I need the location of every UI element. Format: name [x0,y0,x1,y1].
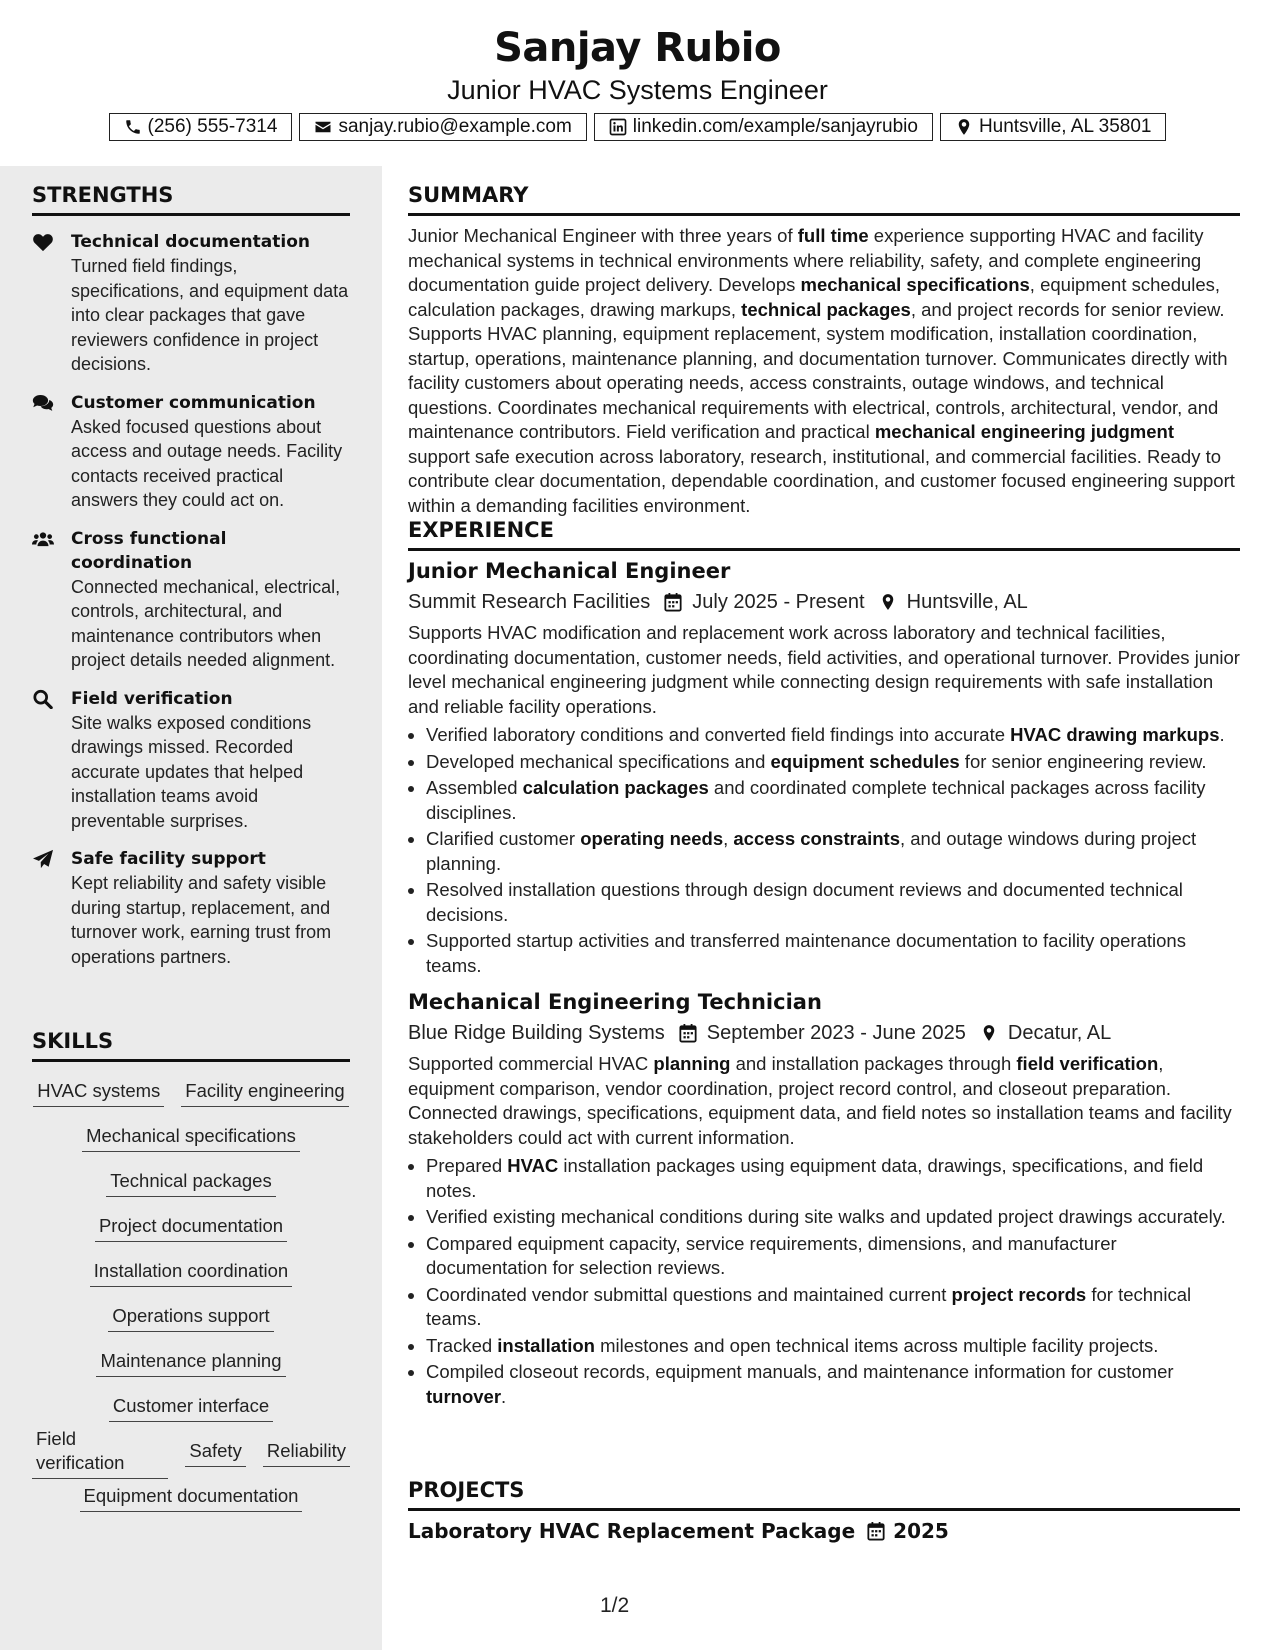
strength-title: Customer communication [71,392,316,413]
contact-location[interactable] [940,113,1167,141]
skill-tag: Operations support [108,1304,273,1332]
map-pin-icon [955,118,973,136]
strength-desc: Site walks exposed conditions drawings missed. Recorded accurate updates that helped installation teams avoid preventable surprises. [71,712,312,831]
strength-item [32,687,350,834]
contact-phone[interactable] [109,113,293,141]
job-bullet: • Compared equipment capacity, service requirements, dimensions, and manufacturer documentation for selection reviews. [426,1232,1240,1281]
skills-list [32,1070,350,1520]
projects-title: PROJECTS [408,1476,1240,1511]
candidate-role: Junior HVAC Systems Engineer [447,75,828,105]
strengths-title: STRENGTHS [32,181,350,216]
envelope-icon [314,118,332,136]
strength-desc: Kept reliability and safety visible during startup, replacement, and turnover work, earning trust from operations partners. [71,873,332,967]
strength-desc: Asked focused questions about access and outage needs. Facility contacts received practical answers they could act on. [71,416,343,510]
heart-icon [32,232,54,252]
skill-tag: Customer interface [109,1394,273,1422]
job-bullet: • Compiled closeout records, equipment manuals, and maintenance information for customer turnover. [426,1360,1240,1409]
job-bullet: • Supported startup activities and transferred maintenance documentation to facility operations teams. [426,929,1240,978]
strength-title: Field verification [71,688,233,709]
contact-email[interactable] [299,113,586,141]
job-bullet: • Tracked installation milestones and open technical items across multiple facility projects. [426,1334,1240,1359]
skill-row [32,1070,350,1115]
job-entry [408,988,1240,1409]
skill-row [32,1295,350,1340]
projects-section [408,1476,1240,1545]
experience-title: EXPERIENCE [408,516,1240,551]
project-name: Laboratory HVAC Replacement Package [408,1519,856,1543]
skill-tag: Equipment documentation [80,1484,303,1512]
linkedin-icon [609,118,627,136]
job-bullet: • Verified existing mechanical conditions during site walks and updated project drawings accurately. [426,1205,1240,1230]
summary-section [408,181,1240,518]
job-dates: September 2023 - June 2025 [706,1022,966,1044]
contact-phone-text: (256) 555-7314 [147,116,278,137]
contact-linkedin[interactable] [594,113,933,141]
skill-tag: Maintenance planning [96,1349,285,1377]
strength-item [32,527,350,673]
job-bullet: • Verified laboratory conditions and converted field findings into accurate HVAC drawing markups. [426,723,1240,748]
map-pin-icon [980,1023,998,1043]
users-icon [32,529,54,549]
map-pin-icon [879,592,897,612]
candidate-name: Sanjay Rubio [494,25,781,71]
job-meta [408,588,1240,616]
contact-email-text: sanjay.rubio@example.com [338,116,572,137]
strength-title: Technical documentation [71,232,310,252]
job-bullet: • Developed mechanical specifications and equipment schedules for senior engineering review. [426,750,1240,775]
job-entry [408,557,1240,978]
resume-header [0,0,1275,166]
job-location: Decatur, AL [1007,1022,1112,1044]
summary-text: Junior Mechanical Engineer with three years of full time experience supporting HVAC and facility mechanical systems in technical environments where reliability, safety, and complete engineering documentation guide project delivery. Develops mechanical specifications, equipment schedules, calculation packages, drawing markups, technical packages, and project records for senior review. Supports HVAC planning, equipment replacement, system modification, installation coordination, startup, operations, maintenance planning, and documentation turnover. Communicates directly with facility customers about operating needs, access constraints, outage windows, and technical questions. Coordinates mechanical requirements with electrical, controls, architectural, vendor, and maintenance contributors. Field verification and practical mechanical engineering judgment support safe execution across laboratory, research, institutional, and commercial facilities. Ready to contribute clear documentation, dependable coordination, and customer focused engineering support within a demanding facilities environment. [408,225,1235,516]
strength-title: Safe facility support [71,849,266,869]
skill-row [32,1475,350,1520]
job-company: Blue Ridge Building Systems [408,1022,665,1044]
skill-tag: Technical packages [106,1169,275,1197]
strength-item [32,230,350,377]
job-title: Junior Mechanical Engineer [408,559,731,583]
skills-title: SKILLS [32,1027,350,1062]
skill-row [32,1205,350,1250]
job-bullet: • Clarified customer operating needs, access constraints, and outage windows during project planning. [426,827,1240,876]
job-company: Summit Research Facilities [408,591,651,613]
paper-plane-icon [32,849,54,869]
phone-icon [124,118,142,136]
skill-row [32,1385,350,1430]
skill-tag: Mechanical specifications [82,1124,300,1152]
summary-title: SUMMARY [408,181,1240,216]
calendar-icon [679,1023,697,1043]
skill-row [32,1115,350,1160]
contact-location-text: Huntsville, AL 35801 [978,116,1152,137]
skill-tag: Field verification [32,1427,168,1479]
skills-section [32,1027,350,1520]
job-bullet: • Prepared HVAC installation packages using equipment data, drawings, specifications, and field notes. [426,1154,1240,1203]
strength-desc: Connected mechanical, electrical, controls, architectural, and maintenance contributors when project details needed alignment. [71,576,341,670]
strength-title: Cross functional coordination [71,528,227,573]
skill-tag: Project documentation [95,1214,287,1242]
chat-icon [32,393,54,413]
job-bullet: • Assembled calculation packages and coordinated complete technical packages across facility disciplines. [426,776,1240,825]
skill-row [32,1250,350,1295]
job-description: Supports HVAC modification and replacement work across laboratory and technical facilities, coordinating documentation, customer needs, field activities, and operational turnover. Provides junior level mechanical engineering judgment while connecting design requirements with safe installation and reliable facility operations. [408,622,1240,717]
strength-item [32,847,350,969]
project-year: 2025 [893,1519,949,1543]
job-description: Supported commercial HVAC planning and installation packages through field verification, equipment comparison, vendor coordination, project record control, and closeout preparation. Connected drawings, specifications, equipment data, and field notes so installation teams and facility stakeholders could act with current information. [408,1053,1232,1148]
skill-tag: Reliability [263,1439,350,1467]
job-location: Huntsville, AL [906,591,1028,613]
contact-bar [0,113,1275,141]
strength-desc: Turned field findings, specifications, and equipment data into clear packages that gave reviewers confidence in project decisions. [71,256,349,374]
skill-tag: Safety [185,1439,245,1467]
job-bullet: • Coordinated vendor submittal questions and maintained current project records for technical teams. [426,1283,1240,1332]
calendar-icon [664,592,682,612]
job-meta [408,1019,1240,1047]
search-icon [32,689,54,709]
sidebar [0,166,382,1650]
skill-row [32,1340,350,1385]
job-bullets [408,723,1240,978]
job-bullets [408,1154,1240,1409]
job-bullet: • Resolved installation questions through design document reviews and documented technical decisions. [426,878,1240,927]
skill-tag: Facility engineering [181,1079,348,1107]
skill-row [32,1427,350,1475]
contact-linkedin-text: linkedin.com/example/sanjayrubio [632,116,918,137]
skill-row [32,1160,350,1205]
skill-tag: Installation coordination [90,1259,292,1287]
experience-section [408,516,1240,1411]
calendar-icon [867,1521,885,1541]
job-dates: July 2025 - Present [692,591,865,613]
page-number: 1/2 [600,1594,630,1617]
job-title: Mechanical Engineering Technician [408,990,822,1014]
project-entry [408,1517,1240,1545]
skill-tag: HVAC systems [33,1079,164,1107]
strength-item [32,391,350,513]
strengths-section [32,181,350,969]
